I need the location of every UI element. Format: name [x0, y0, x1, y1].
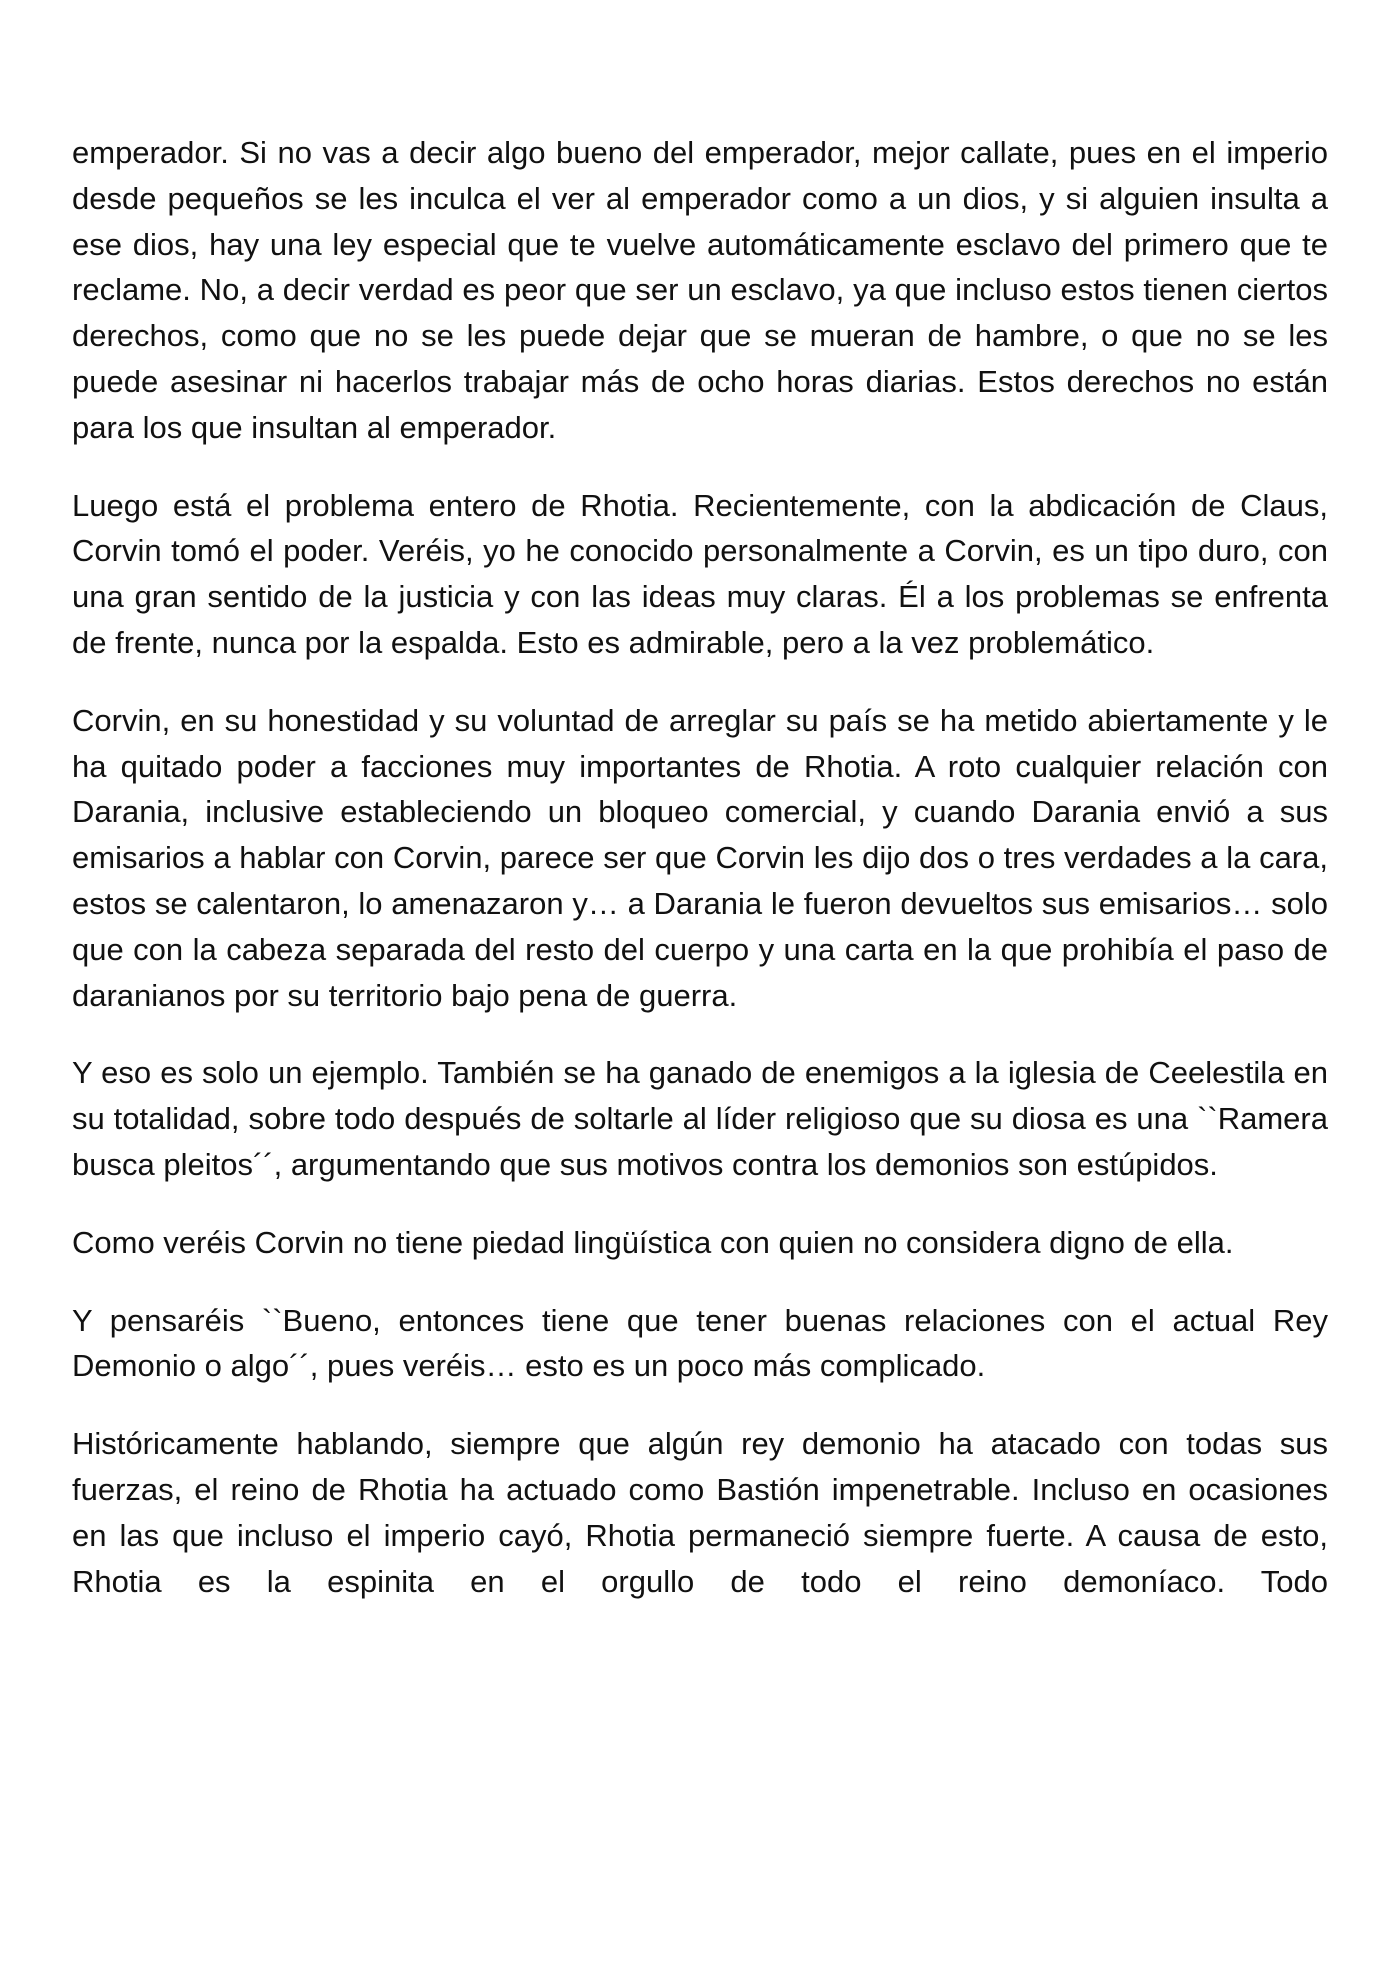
- paragraph: emperador. Si no vas a decir algo bueno del emperador, mejor callate, pues en el imperio desde pequeños se les inculca el ver al emperador como a un dios, y si alguien insulta a ese dios, hay una ley especial que te vuelve automáticamente esclavo del primero que te reclame. No, a decir verdad es peor que ser un esclavo, ya que incluso estos tienen ciertos derechos, como que no se les puede dejar que se mueran de hambre, o que no se les puede asesinar ni hacerlos trabajar más de ocho horas diarias. Estos derechos no están para los que insultan al emperador.: [72, 135, 1328, 445]
- paragraph: Luego está el problema entero de Rhotia. Recientemente, con la abdicación de Claus, Corvin tomó el poder. Veréis, yo he conocido personalmente a Corvin, es un tipo duro, con una gran sentido de la justicia y con las ideas muy claras. Él a los problemas se enfrenta de frente, nunca por la espalda. Esto es admirable, pero a la vez problemático.: [72, 487, 1328, 660]
- document-page: [72, 130, 1328, 1604]
- paragraph: Y eso es solo un ejemplo. También se ha ganado de enemigos a la iglesia de Ceelestila en su totalidad, sobre todo después de soltarle al líder religioso que su diosa es una ``Ramera busca pleitos´´, argumentando que sus motivos contra los demonios son estúpidos.: [72, 1055, 1328, 1182]
- paragraph: Históricamente hablando, siempre que algún rey demonio ha atacado con todas sus fuerzas, el reino de Rhotia ha actuado como Bastión impenetrable. Incluso en ocasiones en las que incluso el imperio cayó, Rhotia permaneció siempre fuerte. A causa de esto, Rhotia es la espinita en el orgullo de todo el reino demoníaco. Todo: [72, 1426, 1328, 1599]
- paragraph: Corvin, en su honestidad y su voluntad de arreglar su país se ha metido abiertamente y le ha quitado poder a facciones muy importantes de Rhotia. A roto cualquier relación con Darania, inclusive estableciendo un bloqueo comercial, y cuando Darania envió a sus emisarios a hablar con Corvin, parece ser que Corvin les dijo dos o tres verdades a la cara, estos se calentaron, lo amenazaron y… a Darania le fueron devueltos sus emisarios… solo que con la cabeza separada del resto del cuerpo y una carta en la que prohibía el paso de daranianos por su territorio bajo pena de guerra.: [72, 702, 1328, 1013]
- paragraph: Y pensaréis ``Bueno, entonces tiene que tener buenas relaciones con el actual Rey Demonio o algo´´, pues veréis… esto es un poco más complicado.: [72, 1302, 1328, 1384]
- paragraph: Como veréis Corvin no tiene piedad lingüística con quien no considera digno de ella.: [72, 1224, 1234, 1260]
